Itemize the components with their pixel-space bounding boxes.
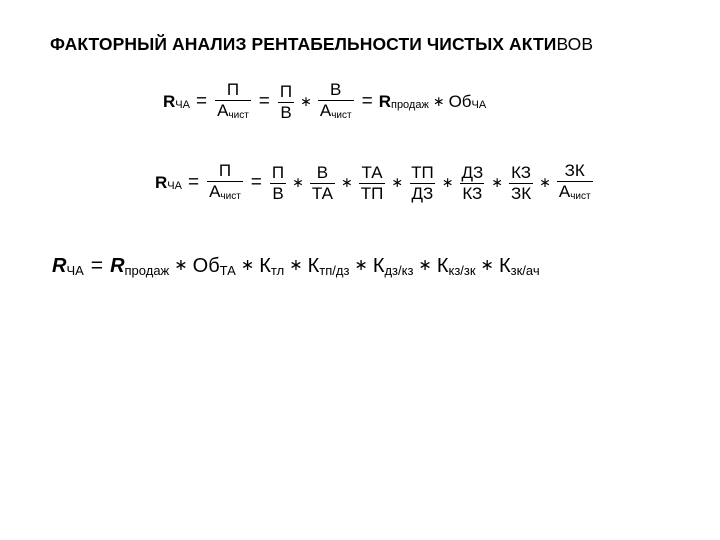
formula2-mul: ∗ <box>391 173 404 190</box>
formula3-term-symbol: К <box>259 254 271 277</box>
formula2-mul: ∗ <box>292 173 304 190</box>
formula1-fraction-2 <box>278 82 294 123</box>
formula2-fraction <box>409 163 436 204</box>
formula1-mul-2: ∗ <box>432 92 445 109</box>
formula2-fraction <box>509 163 533 204</box>
formula1-f2-den: В <box>280 102 292 122</box>
formula2-mul: ∗ <box>441 173 454 190</box>
formula2-fraction <box>310 163 335 204</box>
formula2-fraction-num: П <box>271 162 285 182</box>
formula3-lhs-sub: ЧА <box>66 262 84 278</box>
formula2-lhs-symbol: R <box>155 173 168 192</box>
formula3-mul: ∗ <box>174 257 188 274</box>
formula3-term-sub: кз/зк <box>448 262 476 278</box>
formula2-fraction-num: ДЗ <box>461 162 484 182</box>
formula1-fraction-1 <box>215 80 251 124</box>
formula3-mul: ∗ <box>354 257 368 274</box>
formula2-fraction-den: КЗ <box>462 183 483 203</box>
formula2-mul: ∗ <box>491 173 503 190</box>
formula1-eq-2: = <box>258 91 270 112</box>
formula2-mul: ∗ <box>539 173 551 190</box>
formula1-f3-num: В <box>330 80 342 99</box>
formula-3 <box>52 254 540 278</box>
formula3-term-symbol: К <box>307 254 320 277</box>
formula2-fraction-first <box>207 161 243 205</box>
formula1-f2-num: П <box>279 81 293 101</box>
formula3-term-symbol: К <box>372 254 385 277</box>
formula2-fraction-last <box>557 161 593 205</box>
formula1-fraction-3 <box>318 80 354 124</box>
formula3-term-symbol: К <box>436 254 449 277</box>
formula3-term-symbol: К <box>498 254 511 277</box>
formula1-f1-num: П <box>226 80 240 99</box>
formula3-term-symbol: R <box>110 254 125 277</box>
formula1-mul-1: ∗ <box>300 92 312 109</box>
formula2-lhs-sub: ЧА <box>167 180 182 192</box>
formula-2 <box>155 161 595 205</box>
formula2-last-num: ЗК <box>564 161 585 180</box>
formula2-fraction <box>459 163 485 204</box>
formula3-term-sub: зк/ач <box>510 262 540 278</box>
formula2-fraction-den: ЗК <box>510 183 532 203</box>
formula1-lhs-sub: ЧА <box>175 99 190 111</box>
formula1-f3-den: Ачист <box>318 100 354 124</box>
title-bold-part: ФАКТОРНЫЙ АНАЛИЗ РЕНТАБЕЛЬНОСТИ ЧИСТЫХ АКТИ <box>50 34 557 54</box>
formula3-mul: ∗ <box>480 257 494 274</box>
formula3-term-symbol: Об <box>192 254 220 277</box>
formula2-fraction-num: В <box>316 162 329 182</box>
formula2-fraction-num: ТА <box>361 162 383 182</box>
formula2-f1-num: П <box>218 161 232 180</box>
formula2-fraction-den: ТА <box>311 183 334 203</box>
formula1-eq-1: = <box>195 91 208 112</box>
formula3-mul: ∗ <box>418 257 432 274</box>
formula1-ob-symbol: Об <box>448 92 472 111</box>
formula2-fraction-den: В <box>272 183 284 203</box>
formula3-lhs-symbol: R <box>52 254 67 277</box>
formula1-ob-sub: ЧА <box>471 99 487 111</box>
formula3-eq: = <box>90 254 104 277</box>
formula3-term-sub: продаж <box>124 262 170 278</box>
title-normal-part: ВОВ <box>556 34 594 54</box>
formula2-fraction <box>359 163 386 204</box>
formula1-f1-den: Ачист <box>215 100 251 124</box>
formula2-fraction <box>270 163 286 204</box>
formula2-fraction-num: КЗ <box>511 162 532 182</box>
formula3-term-sub: дз/кз <box>384 262 414 278</box>
formula3-mul: ∗ <box>240 257 255 274</box>
formula2-last-den: Ачист <box>557 181 593 205</box>
formula1-r-symbol: R <box>378 92 391 111</box>
formula2-fraction-den: ТП <box>360 183 384 203</box>
formula3-term-sub: тл <box>270 262 285 278</box>
formula1-r-sub: продаж <box>390 99 429 111</box>
formula2-eq-1: = <box>187 172 200 193</box>
formula-1 <box>163 80 486 124</box>
slide-title <box>50 34 593 55</box>
formula3-term-sub: тп/дз <box>319 262 350 278</box>
formula2-eq-2: = <box>250 172 262 193</box>
formula2-f1-den: Ачист <box>207 181 243 205</box>
formula2-fraction-num: ТП <box>411 162 434 182</box>
formula1-eq-3: = <box>361 91 373 112</box>
formula3-mul: ∗ <box>289 257 303 274</box>
formula3-term-sub: ТА <box>219 262 236 278</box>
formula2-fraction-den: ДЗ <box>411 183 434 203</box>
formula2-mul: ∗ <box>341 173 353 190</box>
formula1-lhs-symbol: R <box>163 92 176 111</box>
